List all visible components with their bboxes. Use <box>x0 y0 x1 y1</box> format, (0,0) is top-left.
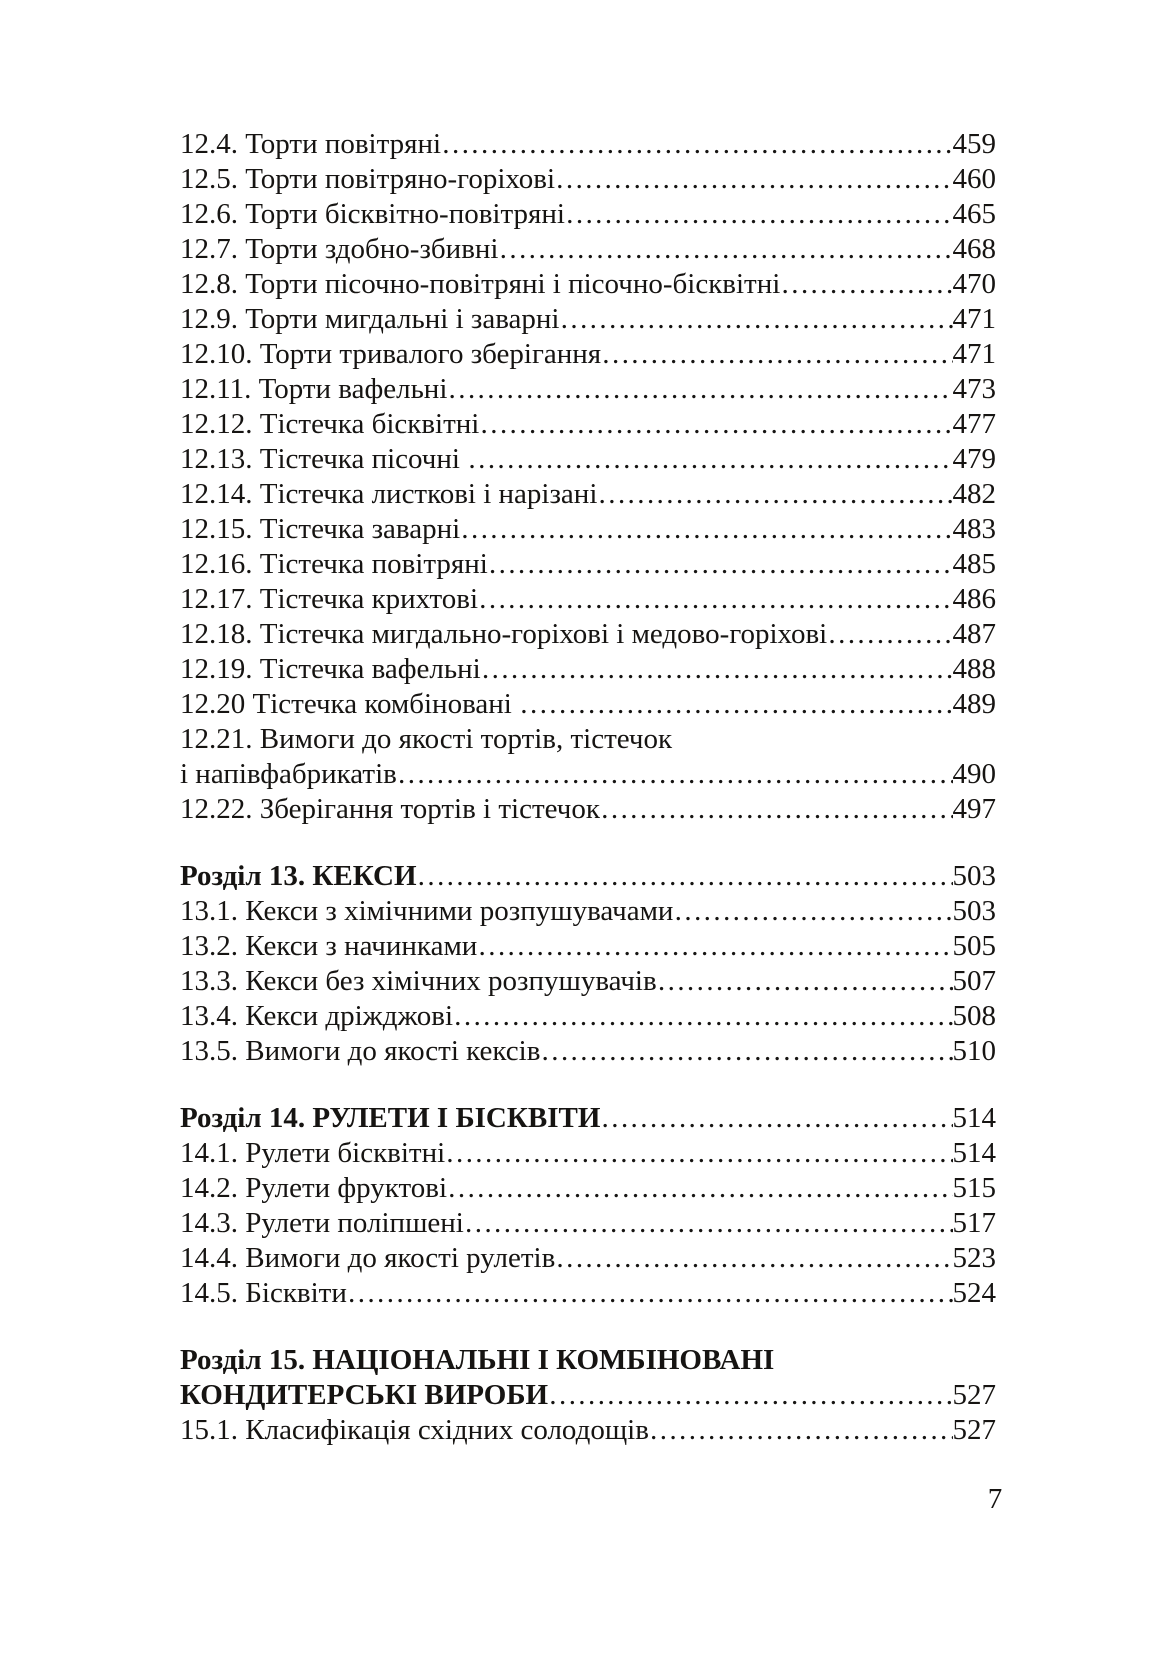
toc-entry-page: 505 <box>952 930 996 962</box>
toc-entry-page: 514 <box>952 1102 996 1134</box>
toc-section-heading <box>180 1343 996 1378</box>
toc-entry <box>180 442 996 477</box>
toc-entry-page: 488 <box>952 653 996 685</box>
toc-entry-label: 13.1. Кекси з хімічними розпушувачами <box>180 895 674 927</box>
toc-entry <box>180 162 996 197</box>
dot-leader <box>565 197 953 232</box>
toc-entry-page: 473 <box>952 373 996 405</box>
dot-leader <box>657 964 953 999</box>
table-of-contents <box>180 127 996 1448</box>
toc-entry <box>180 929 996 964</box>
toc-entry <box>180 894 996 929</box>
dot-leader <box>417 859 953 894</box>
dot-leader <box>488 547 953 582</box>
toc-section-heading <box>180 1101 996 1136</box>
dot-leader <box>445 1136 952 1171</box>
toc-entry-label: Розділ 14. РУЛЕТИ І БІСКВІТИ <box>180 1102 601 1134</box>
toc-entry-page: 508 <box>952 1000 996 1032</box>
toc-entry-label: 12.8. Торти пісочно-повітряні і пісочно-бісквітні <box>180 268 781 300</box>
toc-entry <box>180 1413 996 1448</box>
toc-entry-page: 487 <box>952 618 996 650</box>
toc-entry-page: 517 <box>952 1207 996 1239</box>
toc-entry <box>180 757 996 792</box>
toc-entry-label: 12.15. Тістечка заварні <box>180 513 461 545</box>
dot-leader <box>673 894 952 929</box>
dot-leader <box>467 442 952 477</box>
toc-entry <box>180 582 996 617</box>
toc-entry-label: 12.10. Торти тривалого зберігання <box>180 338 602 370</box>
dot-leader <box>478 582 952 617</box>
toc-entry-page: 483 <box>952 513 996 545</box>
dot-leader <box>519 687 952 722</box>
toc-entry-page: 459 <box>952 128 996 160</box>
dot-leader <box>453 999 952 1034</box>
dot-leader <box>540 1034 952 1069</box>
toc-entry-page: 482 <box>952 478 996 510</box>
toc-section-heading <box>180 859 996 894</box>
toc-entry-page: 497 <box>952 793 996 825</box>
toc-entry-label: 14.3. Рулети поліпшені <box>180 1207 464 1239</box>
dot-leader <box>498 232 952 267</box>
dot-leader <box>441 127 952 162</box>
toc-entry <box>180 547 996 582</box>
toc-entry-label: 14.4. Вимоги до якості рулетів <box>180 1242 556 1274</box>
toc-entry-label: і напівфабрикатів <box>180 758 397 790</box>
toc-entry-label: 12.16. Тістечка повітряні <box>180 548 488 580</box>
toc-entry <box>180 999 996 1034</box>
toc-entry-label: Розділ 15. НАЦІОНАЛЬНІ І КОМБІНОВАНІ <box>180 1344 775 1376</box>
toc-entry-page: 523 <box>952 1242 996 1274</box>
toc-entry-page: 468 <box>952 233 996 265</box>
toc-entry-page: 489 <box>952 688 996 720</box>
toc-entry <box>180 792 996 827</box>
toc-entry-page: 527 <box>952 1379 996 1411</box>
dot-leader <box>601 337 952 372</box>
toc-entry-label: 12.9. Торти мигдальні і заварні <box>180 303 560 335</box>
toc-entry <box>180 687 996 722</box>
toc-entry <box>180 407 996 442</box>
dot-leader <box>597 477 952 512</box>
toc-entry-label: 13.3. Кекси без хімічних розпушувачів <box>180 965 657 997</box>
toc-entry-page: 490 <box>952 758 996 790</box>
toc-entry-label: 12.7. Торти здобно-збивні <box>180 233 499 265</box>
dot-leader <box>481 652 953 687</box>
toc-entry-label: 14.5. Бісквіти <box>180 1277 347 1309</box>
toc-entry-page: 477 <box>952 408 996 440</box>
toc-entry-label: 12.13. Тістечка пісочні <box>180 443 468 475</box>
toc-entry-label: 13.4. Кекси дріжджові <box>180 1000 454 1032</box>
toc-entry-label: 12.6. Торти бісквітно-повітряні <box>180 198 565 230</box>
toc-entry-label: 12.18. Тістечка мигдально-горіхові і медово-горіхові <box>180 618 828 650</box>
toc-entry-page: 510 <box>952 1035 996 1067</box>
dot-leader <box>649 1413 953 1448</box>
toc-entry-page: 486 <box>952 583 996 615</box>
toc-entry-page: 527 <box>952 1414 996 1446</box>
toc-entry-label: 12.22. Зберігання тортів і тістечок <box>180 793 600 825</box>
toc-entry-page: 515 <box>952 1172 996 1204</box>
dot-leader <box>447 372 952 407</box>
toc-entry-page: 460 <box>952 163 996 195</box>
toc-entry <box>180 1034 996 1069</box>
toc-entry-page: 471 <box>952 303 996 335</box>
toc-entry-page: 503 <box>952 895 996 927</box>
toc-entry-label: КОНДИТЕРСЬКІ ВИРОБИ <box>180 1379 549 1411</box>
toc-entry <box>180 477 996 512</box>
toc-entry <box>180 1206 996 1241</box>
toc-entry-label: 13.5. Вимоги до якості кексів <box>180 1035 541 1067</box>
dot-leader <box>447 1171 952 1206</box>
toc-entry-page: 471 <box>952 338 996 370</box>
toc-entry <box>180 512 996 547</box>
toc-entry-label: 12.5. Торти повітряно-горіхові <box>180 163 556 195</box>
toc-entry-page: 503 <box>952 860 996 892</box>
toc-entry-label: 12.20 Тістечка комбіновані <box>180 688 520 720</box>
toc-entry <box>180 1241 996 1276</box>
toc-entry-label: 15.1. Класифікація східних солодощів <box>180 1414 649 1446</box>
toc-entry-label: 14.1. Рулети бісквітні <box>180 1137 446 1169</box>
toc-entry-label: 12.4. Торти повітряні <box>180 128 442 160</box>
toc-entry <box>180 1171 996 1206</box>
dot-leader <box>827 617 952 652</box>
toc-entry-label: 12.14. Тістечка листкові і нарізані <box>180 478 598 510</box>
toc-entry <box>180 617 996 652</box>
toc-entry <box>180 722 996 757</box>
toc-entry-label: 14.2. Рулети фруктові <box>180 1172 448 1204</box>
dot-leader <box>555 162 952 197</box>
toc-entry <box>180 267 996 302</box>
dot-leader <box>479 407 952 442</box>
toc-entry-label: 12.12. Тістечка бісквітні <box>180 408 480 440</box>
toc-entry <box>180 127 996 162</box>
toc-section-heading <box>180 1378 996 1413</box>
toc-entry <box>180 964 996 999</box>
toc-entry-label: 12.21. Вимоги до якості тортів, тістечок <box>180 723 673 755</box>
toc-entry-label: 12.17. Тістечка крихтові <box>180 583 479 615</box>
toc-entry-page: 524 <box>952 1277 996 1309</box>
dot-leader <box>559 302 952 337</box>
toc-entry <box>180 302 996 337</box>
page-number: 7 <box>987 1483 1003 1515</box>
dot-leader <box>460 512 952 547</box>
toc-entry <box>180 197 996 232</box>
dot-leader <box>464 1206 953 1241</box>
toc-entry-label: Розділ 13. КЕКСИ <box>180 860 417 892</box>
toc-entry-page: 514 <box>952 1137 996 1169</box>
toc-entry <box>180 1136 996 1171</box>
toc-entry-label: 13.2. Кекси з начинками <box>180 930 478 962</box>
toc-entry-page: 470 <box>952 268 996 300</box>
toc-entry-page: 465 <box>952 198 996 230</box>
toc-entry-label: 12.19. Тістечка вафельні <box>180 653 481 685</box>
toc-entry <box>180 337 996 372</box>
toc-entry <box>180 232 996 267</box>
dot-leader <box>600 792 953 827</box>
toc-entry-page: 485 <box>952 548 996 580</box>
dot-leader <box>780 267 952 302</box>
dot-leader <box>600 1101 952 1136</box>
dot-leader <box>555 1241 952 1276</box>
toc-entry <box>180 652 996 687</box>
dot-leader <box>347 1276 953 1311</box>
dot-leader <box>397 757 953 792</box>
toc-entry-page: 507 <box>952 965 996 997</box>
dot-leader <box>548 1378 952 1413</box>
toc-entry-page: 479 <box>952 443 996 475</box>
toc-entry <box>180 1276 996 1311</box>
dot-leader <box>477 929 952 964</box>
toc-entry <box>180 372 996 407</box>
toc-entry-label: 12.11. Торти вафельні <box>180 373 448 405</box>
